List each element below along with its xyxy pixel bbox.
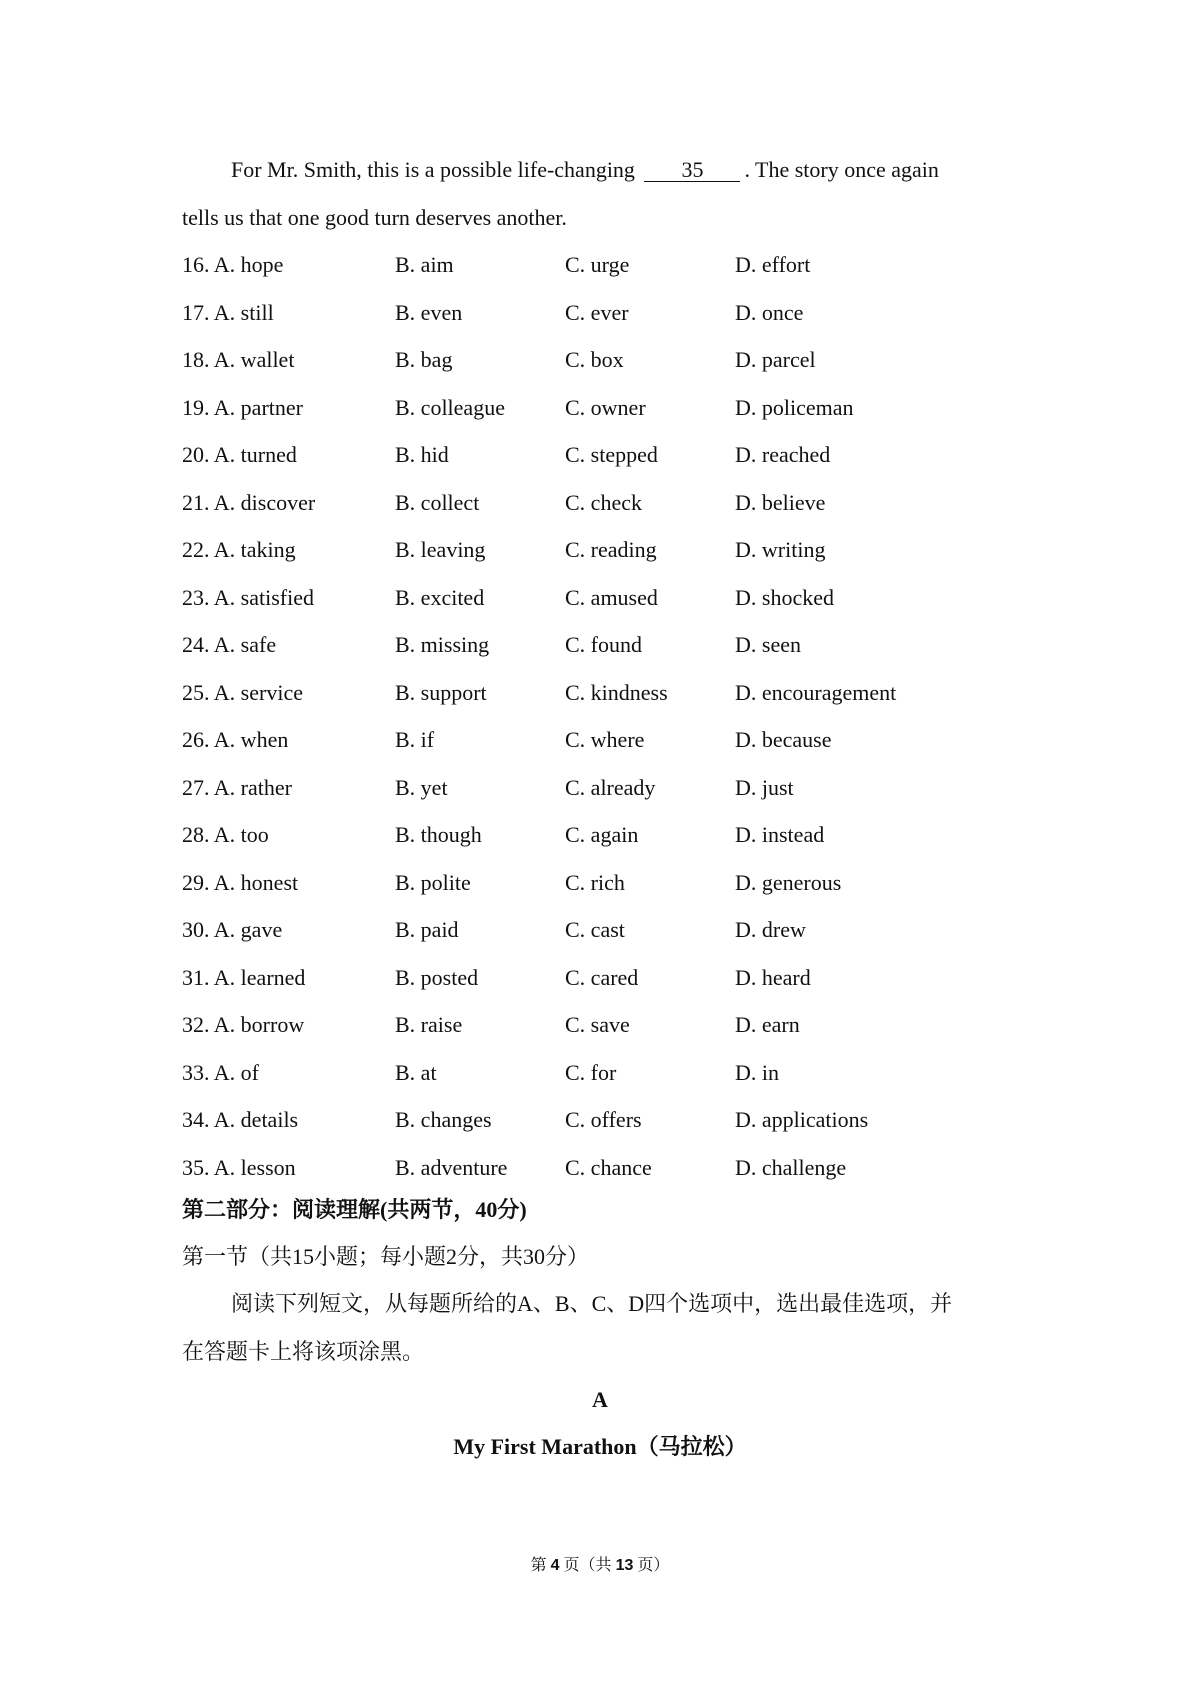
option-c: C. offers [565, 1107, 642, 1132]
question-number: 20. [182, 442, 210, 467]
option-a: A. too [213, 822, 269, 847]
option-b: B. leaving [395, 537, 486, 562]
question-number: 28. [182, 822, 210, 847]
question-number: 26. [182, 727, 210, 752]
question-number: 31. [182, 964, 210, 990]
footer-total-pages: 13 [615, 1557, 634, 1574]
option-a: A. wallet [213, 347, 295, 372]
footer-suffix: 页） [637, 1557, 670, 1574]
question-number-and-option-a [182, 678, 303, 708]
option-c: C. where [565, 727, 645, 752]
option-b: B. colleague [395, 394, 505, 420]
question-number: 17. [182, 299, 210, 325]
question-number-and-option-a [182, 440, 297, 470]
option-a: A. learned [213, 964, 306, 990]
option-a: A. details [213, 1107, 299, 1132]
question-number-and-option-a [182, 1010, 304, 1040]
question-number-and-option-a [182, 535, 296, 565]
question-number: 23. [182, 584, 210, 610]
option-d: D. parcel [735, 347, 816, 372]
question-number: 16. [182, 252, 210, 277]
page-footer [0, 1556, 1200, 1576]
passage-text-after-blank: . The story once again [744, 157, 939, 182]
question-number-and-option-a [182, 583, 314, 613]
option-d: D. effort [735, 252, 811, 277]
question-number: 29. [182, 869, 210, 895]
question-number-and-option-a [182, 820, 269, 850]
option-d: D. writing [735, 537, 826, 562]
option-c: C. owner [565, 394, 646, 420]
footer-page-number: 4 [550, 1557, 560, 1574]
option-d: D. policeman [735, 394, 854, 420]
question-number-and-option-a [182, 1058, 259, 1088]
option-b: B. bag [395, 347, 453, 372]
option-c: C. ever [565, 299, 629, 325]
instruction-line-2: 在答题卡上将该项涂黑。 [182, 1339, 425, 1364]
option-a: A. still [213, 299, 274, 325]
question-number-and-option-a [182, 345, 294, 375]
option-b: B. hid [395, 442, 449, 467]
option-a: A. honest [213, 869, 299, 895]
blank-35: 35 [644, 159, 740, 182]
option-d: D. believe [735, 489, 826, 515]
passage-line-1 [231, 156, 939, 184]
option-c: C. again [565, 822, 639, 847]
question-number-and-option-a [182, 773, 292, 803]
passage-label: A [592, 1387, 608, 1412]
option-d: D. heard [735, 964, 811, 990]
option-c: C. already [565, 774, 656, 800]
option-a: A. hope [213, 252, 284, 277]
option-a: A. lesson [213, 1154, 296, 1180]
option-c: C. cared [565, 964, 639, 990]
option-c: C. box [565, 347, 624, 372]
question-number: 34. [182, 1107, 210, 1132]
option-b: B. posted [395, 964, 479, 990]
passage-line-2: tells us that one good turn deserves another. [182, 205, 567, 230]
question-number: 30. [182, 917, 210, 942]
option-b: B. paid [395, 917, 459, 942]
option-c: C. chance [565, 1154, 652, 1180]
option-d: D. earn [735, 1012, 800, 1037]
option-d: D. drew [735, 917, 806, 942]
question-number-and-option-a [182, 1105, 298, 1135]
option-a: A. satisfied [213, 584, 314, 610]
option-c: C. kindness [565, 679, 668, 705]
option-d: D. reached [735, 442, 831, 467]
option-a: A. partner [213, 394, 303, 420]
option-c: C. cast [565, 917, 625, 942]
option-d: D. because [735, 727, 832, 752]
option-b: B. if [395, 727, 435, 752]
option-b: B. yet [395, 774, 448, 800]
question-number-and-option-a [182, 725, 288, 755]
option-d: D. instead [735, 822, 825, 847]
option-d: D. seen [735, 632, 801, 657]
option-c: C. for [565, 1059, 617, 1085]
question-number: 24. [182, 632, 210, 657]
question-number-and-option-a [182, 1153, 296, 1183]
option-b: B. at [395, 1059, 437, 1085]
question-number-and-option-a [182, 630, 276, 660]
section-heading: 第二部分：阅读理解(共两节，40分) [182, 1197, 527, 1222]
question-number-and-option-a [182, 250, 283, 280]
option-b: B. adventure [395, 1154, 508, 1180]
option-d: D. encouragement [735, 679, 897, 705]
option-d: D. applications [735, 1107, 869, 1132]
option-b: B. excited [395, 584, 485, 610]
option-b: B. collect [395, 489, 480, 515]
option-a: A. rather [213, 774, 292, 800]
question-number-and-option-a [182, 963, 305, 993]
question-number: 32. [182, 1012, 210, 1037]
option-c: C. reading [565, 537, 657, 562]
option-d: D. once [735, 299, 804, 325]
option-a: A. discover [213, 489, 316, 515]
option-b: B. polite [395, 869, 471, 895]
question-number-and-option-a [182, 393, 303, 423]
option-c: C. save [565, 1012, 630, 1037]
question-number-and-option-a [182, 915, 282, 945]
option-b: B. though [395, 822, 482, 847]
question-number: 27. [182, 774, 210, 800]
option-a: A. when [213, 727, 289, 752]
question-number: 22. [182, 537, 210, 562]
passage-text-before-blank: For Mr. Smith, this is a possible life-changing [231, 157, 635, 182]
option-a: A. borrow [213, 1012, 305, 1037]
option-a: A. of [213, 1059, 260, 1085]
option-d: D. generous [735, 869, 842, 895]
option-b: B. support [395, 679, 487, 705]
option-c: C. rich [565, 869, 625, 895]
option-c: C. found [565, 632, 642, 657]
question-number-and-option-a [182, 298, 274, 328]
question-number: 19. [182, 394, 210, 420]
question-number-and-option-a [182, 488, 315, 518]
footer-middle: 页（共 [563, 1557, 612, 1574]
option-c: C. urge [565, 252, 630, 277]
option-b: B. raise [395, 1012, 463, 1037]
option-c: C. stepped [565, 442, 658, 467]
option-c: C. check [565, 489, 642, 515]
option-d: D. in [735, 1059, 779, 1085]
footer-prefix: 第 [530, 1557, 547, 1574]
question-number: 35. [182, 1154, 210, 1180]
option-d: D. shocked [735, 584, 834, 610]
question-number: 18. [182, 347, 210, 372]
option-b: B. even [395, 299, 463, 325]
option-c: C. amused [565, 584, 658, 610]
option-d: D. challenge [735, 1154, 847, 1180]
option-a: A. service [213, 679, 303, 705]
instruction-line-1: 阅读下列短文，从每题所给的A、B、C、D四个选项中，选出最佳选项，并 [231, 1291, 953, 1316]
question-number: 21. [182, 489, 210, 515]
option-b: B. aim [395, 252, 454, 277]
question-number: 25. [182, 679, 210, 705]
option-a: A. safe [213, 632, 277, 657]
section-subheading: 第一节（共15小题；每小题2分，共30分） [182, 1244, 590, 1269]
option-a: A. taking [213, 537, 296, 562]
option-a: A. turned [213, 442, 297, 467]
option-a: A. gave [213, 917, 283, 942]
question-number-and-option-a [182, 868, 298, 898]
option-b: B. missing [395, 632, 490, 657]
passage-title: My First Marathon（马拉松） [453, 1434, 747, 1459]
option-d: D. just [735, 774, 794, 800]
question-number: 33. [182, 1059, 210, 1085]
option-b: B. changes [395, 1107, 492, 1132]
